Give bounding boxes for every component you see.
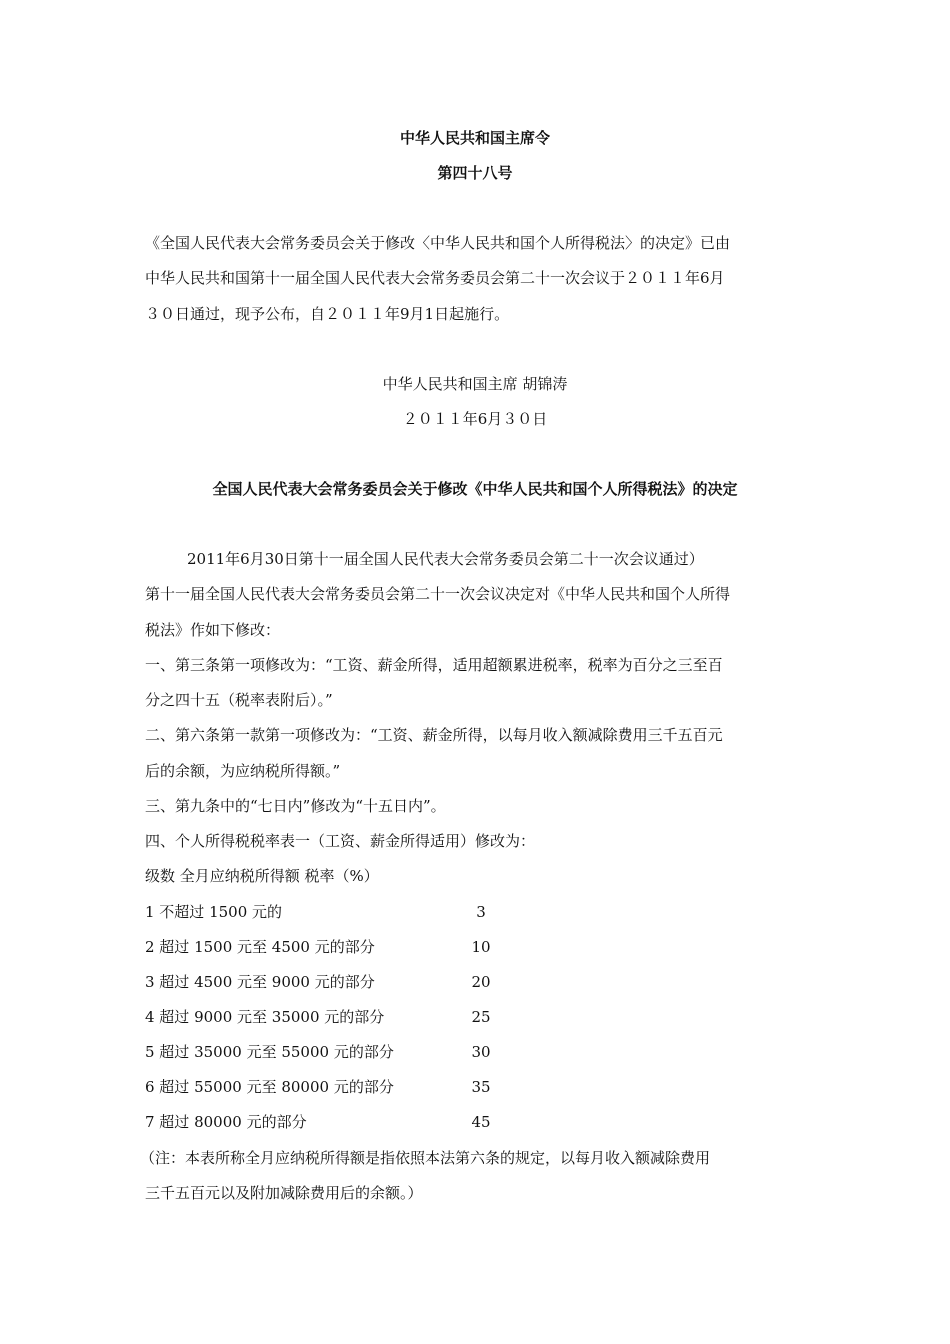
table-row-desc: 4 超过 9000 元至 35000 元的部分 (145, 1008, 385, 1026)
order-number: 第四十八号 (437, 164, 513, 182)
table-row-rate: 30 (471, 1043, 491, 1061)
table-row-desc: 2 超过 1500 元至 4500 元的部分 (145, 938, 375, 956)
table-row-rate: 25 (471, 1008, 491, 1026)
announcement-line-2: 中华人民共和国第十一届全国人民代表大会常务委员会第二十一次会议于２０１１年6月 (145, 269, 725, 287)
decision-title: 全国人民代表大会常务委员会关于修改《中华人民共和国个人所得税法》的决定 (212, 480, 738, 498)
table-header: 级数 全月应纳税所得额 税率（%） (145, 867, 379, 885)
table-row-rate: 35 (471, 1078, 491, 1096)
intro-line-1: 第十一届全国人民代表大会常务委员会第二十一次会议决定对《中华人民共和国个人所得 (145, 585, 731, 603)
item-1-line-2: 分之四十五（税率表附后）。” (145, 691, 333, 709)
item-3: 三、第九条中的“七日内”修改为“十五日内”。 (145, 797, 446, 815)
announcement-line-3: ３０日通过，现予公布，自２０１１年9月1日起施行。 (145, 305, 510, 323)
table-row-desc: 5 超过 35000 元至 55000 元的部分 (145, 1043, 394, 1061)
table-row-desc: 6 超过 55000 元至 80000 元的部分 (145, 1078, 394, 1096)
announcement-line-1: 《全国人民代表大会常务委员会关于修改〈中华人民共和国个人所得税法〉的决定》已由 (145, 234, 731, 252)
signer: 中华人民共和国主席 胡锦涛 (382, 375, 568, 393)
passed-note: 2011年6月30日第十一届全国人民代表大会常务委员会第二十一次会议通过） (187, 550, 704, 568)
intro-line-2: 税法》作如下修改： (145, 621, 281, 639)
item-1-line-1: 一、第三条第一项修改为：“工资、薪金所得，适用超额累进税率，税率为百分之三至百 (145, 656, 723, 674)
table-note-line-2: 三千五百元以及附加减除费用后的余额。） (145, 1184, 423, 1202)
signature-date: ２０１１年6月３０日 (402, 410, 548, 428)
table-note-line-1: （注：本表所称全月应纳税所得额是指依照本法第六条的规定，以每月收入额减除费用 (140, 1149, 711, 1167)
order-title: 中华人民共和国主席令 (399, 129, 550, 147)
item-2-line-2: 后的余额，为应纳税所得额。” (145, 762, 341, 780)
table-row-rate: 45 (471, 1113, 491, 1131)
table-row-rate: 3 (476, 903, 486, 921)
table-row-rate: 10 (471, 938, 491, 956)
item-2-line-1: 二、第六条第一款第一项修改为：“工资、薪金所得，以每月收入额减除费用三千五百元 (145, 726, 723, 744)
table-row-rate: 20 (471, 973, 491, 991)
table-row-desc: 1 不超过 1500 元的 (145, 903, 283, 921)
table-row-desc: 3 超过 4500 元至 9000 元的部分 (145, 973, 375, 991)
table-row-desc: 7 超过 80000 元的部分 (145, 1113, 307, 1131)
item-4: 四、个人所得税税率表一（工资、薪金所得适用）修改为： (145, 832, 536, 850)
